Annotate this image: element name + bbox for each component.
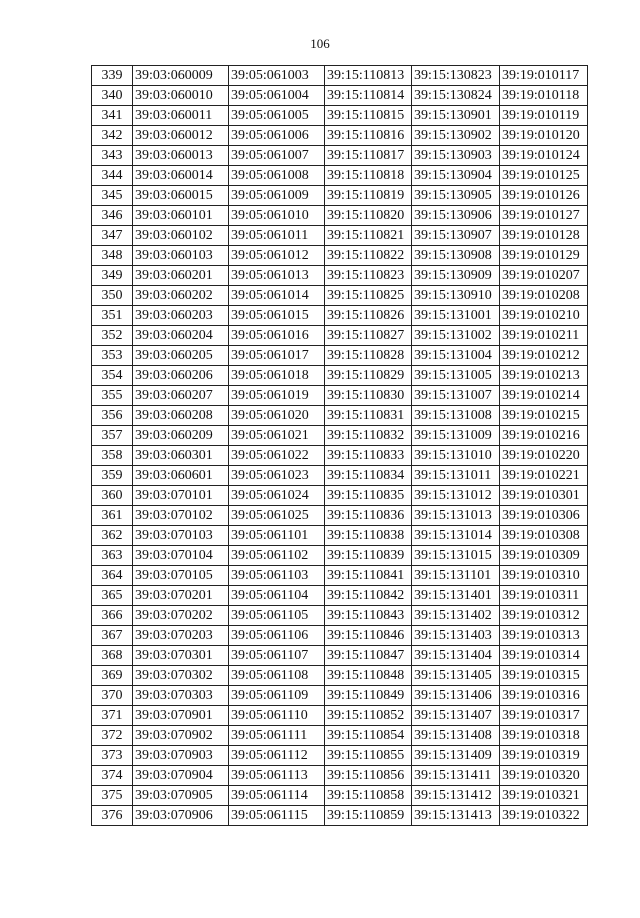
code-cell-2: 39:05:061111 [229,726,325,746]
code-cell-5: 39:19:010117 [500,66,588,86]
table-row [92,446,588,466]
table-row [92,706,588,726]
code-cell-1: 39:03:070201 [133,586,229,606]
code-cell-4: 39:15:131007 [412,386,500,406]
code-cell-1: 39:03:070202 [133,606,229,626]
code-cell-5: 39:19:010301 [500,486,588,506]
table-row [92,266,588,286]
code-cell-3: 39:15:110834 [325,466,412,486]
code-cell-5: 39:19:010322 [500,806,588,826]
code-cell-3: 39:15:110838 [325,526,412,546]
table-row [92,686,588,706]
table-row [92,506,588,526]
code-cell-4: 39:15:130902 [412,126,500,146]
code-cell-3: 39:15:110814 [325,86,412,106]
code-cell-1: 39:03:060301 [133,446,229,466]
code-cell-3: 39:15:110819 [325,186,412,206]
table-row [92,326,588,346]
code-cell-3: 39:15:110859 [325,806,412,826]
row-number-cell: 341 [92,106,133,126]
table-row [92,106,588,126]
code-cell-4: 39:15:131403 [412,626,500,646]
code-cell-3: 39:15:110825 [325,286,412,306]
row-number-cell: 347 [92,226,133,246]
table-row [92,786,588,806]
table-row [92,166,588,186]
code-cell-5: 39:19:010311 [500,586,588,606]
code-cell-2: 39:05:061106 [229,626,325,646]
code-cell-2: 39:05:061007 [229,146,325,166]
code-cell-5: 39:19:010308 [500,526,588,546]
code-cell-1: 39:03:070101 [133,486,229,506]
table-row [92,746,588,766]
table-row [92,186,588,206]
code-cell-3: 39:15:110821 [325,226,412,246]
code-cell-3: 39:15:110843 [325,606,412,626]
code-cell-5: 39:19:010212 [500,346,588,366]
code-cell-2: 39:05:061107 [229,646,325,666]
row-number-cell: 367 [92,626,133,646]
code-cell-3: 39:15:110855 [325,746,412,766]
code-cell-1: 39:03:070104 [133,546,229,566]
code-cell-3: 39:15:110829 [325,366,412,386]
code-cell-4: 39:15:131401 [412,586,500,606]
code-cell-4: 39:15:131411 [412,766,500,786]
code-cell-4: 39:15:131402 [412,606,500,626]
table-row [92,286,588,306]
code-cell-1: 39:03:060203 [133,306,229,326]
code-cell-4: 39:15:131011 [412,466,500,486]
code-cell-5: 39:19:010211 [500,326,588,346]
row-number-cell: 352 [92,326,133,346]
code-cell-3: 39:15:110830 [325,386,412,406]
table-row [92,606,588,626]
row-number-cell: 373 [92,746,133,766]
code-cell-2: 39:05:061108 [229,666,325,686]
code-cell-1: 39:03:060204 [133,326,229,346]
code-cell-2: 39:05:061021 [229,426,325,446]
code-cell-2: 39:05:061015 [229,306,325,326]
row-number-cell: 354 [92,366,133,386]
code-cell-5: 39:19:010208 [500,286,588,306]
code-cell-3: 39:15:110858 [325,786,412,806]
code-cell-4: 39:15:130909 [412,266,500,286]
code-cell-3: 39:15:110849 [325,686,412,706]
code-cell-2: 39:05:061023 [229,466,325,486]
code-cell-1: 39:03:060209 [133,426,229,446]
table-row [92,366,588,386]
code-cell-1: 39:03:070203 [133,626,229,646]
row-number-cell: 376 [92,806,133,826]
code-cell-2: 39:05:061012 [229,246,325,266]
table-row [92,726,588,746]
table-row [92,666,588,686]
code-cell-3: 39:15:110848 [325,666,412,686]
cadastral-table-container [91,65,587,826]
code-cell-2: 39:05:061006 [229,126,325,146]
row-number-cell: 371 [92,706,133,726]
code-cell-1: 39:03:070303 [133,686,229,706]
code-cell-5: 39:19:010216 [500,426,588,446]
row-number-cell: 365 [92,586,133,606]
code-cell-3: 39:15:110818 [325,166,412,186]
code-cell-1: 39:03:070301 [133,646,229,666]
code-cell-5: 39:19:010120 [500,126,588,146]
code-cell-2: 39:05:061009 [229,186,325,206]
code-cell-5: 39:19:010207 [500,266,588,286]
code-cell-5: 39:19:010312 [500,606,588,626]
code-cell-1: 39:03:060208 [133,406,229,426]
code-cell-2: 39:05:061003 [229,66,325,86]
code-cell-4: 39:15:131012 [412,486,500,506]
table-row [92,306,588,326]
code-cell-1: 39:03:060011 [133,106,229,126]
code-cell-5: 39:19:010313 [500,626,588,646]
code-cell-1: 39:03:060202 [133,286,229,306]
code-cell-5: 39:19:010215 [500,406,588,426]
code-cell-2: 39:05:061016 [229,326,325,346]
code-cell-3: 39:15:110827 [325,326,412,346]
row-number-cell: 340 [92,86,133,106]
table-row [92,226,588,246]
code-cell-2: 39:05:061019 [229,386,325,406]
code-cell-1: 39:03:060012 [133,126,229,146]
row-number-cell: 349 [92,266,133,286]
row-number-cell: 369 [92,666,133,686]
code-cell-1: 39:03:060601 [133,466,229,486]
code-cell-2: 39:05:061104 [229,586,325,606]
code-cell-4: 39:15:131404 [412,646,500,666]
code-cell-4: 39:15:131005 [412,366,500,386]
code-cell-5: 39:19:010317 [500,706,588,726]
code-cell-4: 39:15:130908 [412,246,500,266]
code-cell-4: 39:15:131001 [412,306,500,326]
code-cell-2: 39:05:061102 [229,546,325,566]
code-cell-1: 39:03:060009 [133,66,229,86]
code-cell-1: 39:03:070903 [133,746,229,766]
code-cell-5: 39:19:010310 [500,566,588,586]
code-cell-1: 39:03:060101 [133,206,229,226]
code-cell-1: 39:03:060205 [133,346,229,366]
code-cell-3: 39:15:110832 [325,426,412,446]
code-cell-4: 39:15:131406 [412,686,500,706]
code-cell-4: 39:15:131101 [412,566,500,586]
code-cell-3: 39:15:110817 [325,146,412,166]
code-cell-4: 39:15:131004 [412,346,500,366]
code-cell-1: 39:03:060013 [133,146,229,166]
row-number-cell: 364 [92,566,133,586]
row-number-cell: 356 [92,406,133,426]
code-cell-5: 39:19:010319 [500,746,588,766]
row-number-cell: 350 [92,286,133,306]
code-cell-3: 39:15:110852 [325,706,412,726]
row-number-cell: 366 [92,606,133,626]
row-number-cell: 375 [92,786,133,806]
code-cell-1: 39:03:070901 [133,706,229,726]
code-cell-2: 39:05:061008 [229,166,325,186]
code-cell-4: 39:15:131013 [412,506,500,526]
code-cell-4: 39:15:130906 [412,206,500,226]
code-cell-3: 39:15:110836 [325,506,412,526]
code-cell-3: 39:15:110841 [325,566,412,586]
table-row [92,346,588,366]
table-row [92,626,588,646]
code-cell-5: 39:19:010213 [500,366,588,386]
code-cell-2: 39:05:061103 [229,566,325,586]
code-cell-1: 39:03:060103 [133,246,229,266]
code-cell-4: 39:15:130907 [412,226,500,246]
code-cell-3: 39:15:110813 [325,66,412,86]
row-number-cell: 362 [92,526,133,546]
code-cell-5: 39:19:010221 [500,466,588,486]
table-row [92,806,588,826]
code-cell-4: 39:15:131015 [412,546,500,566]
code-cell-5: 39:19:010125 [500,166,588,186]
code-cell-2: 39:05:061005 [229,106,325,126]
code-cell-4: 39:15:130910 [412,286,500,306]
row-number-cell: 346 [92,206,133,226]
row-number-cell: 348 [92,246,133,266]
code-cell-1: 39:03:060102 [133,226,229,246]
code-cell-4: 39:15:131409 [412,746,500,766]
row-number-cell: 344 [92,166,133,186]
code-cell-4: 39:15:130905 [412,186,500,206]
code-cell-5: 39:19:010214 [500,386,588,406]
code-cell-3: 39:15:110847 [325,646,412,666]
code-cell-1: 39:03:070902 [133,726,229,746]
table-row [92,406,588,426]
code-cell-2: 39:05:061013 [229,266,325,286]
table-row [92,526,588,546]
row-number-cell: 357 [92,426,133,446]
row-number-cell: 339 [92,66,133,86]
code-cell-4: 39:15:130904 [412,166,500,186]
code-cell-4: 39:15:130823 [412,66,500,86]
row-number-cell: 361 [92,506,133,526]
code-cell-3: 39:15:110842 [325,586,412,606]
code-cell-4: 39:15:130824 [412,86,500,106]
code-cell-5: 39:19:010124 [500,146,588,166]
row-number-cell: 360 [92,486,133,506]
code-cell-2: 39:05:061020 [229,406,325,426]
code-cell-4: 39:15:131405 [412,666,500,686]
code-cell-2: 39:05:061105 [229,606,325,626]
code-cell-2: 39:05:061011 [229,226,325,246]
code-cell-4: 39:15:130901 [412,106,500,126]
code-cell-4: 39:15:131010 [412,446,500,466]
table-row [92,566,588,586]
row-number-cell: 374 [92,766,133,786]
row-number-cell: 351 [92,306,133,326]
code-cell-1: 39:03:070906 [133,806,229,826]
code-cell-3: 39:15:110826 [325,306,412,326]
table-body [92,66,588,826]
cadastral-table [91,65,588,826]
code-cell-4: 39:15:131407 [412,706,500,726]
code-cell-3: 39:15:110823 [325,266,412,286]
table-row [92,246,588,266]
table-row [92,206,588,226]
page-number: 106 [310,36,330,51]
code-cell-4: 39:15:131009 [412,426,500,446]
code-cell-3: 39:15:110822 [325,246,412,266]
table-row [92,66,588,86]
code-cell-2: 39:05:061017 [229,346,325,366]
table-row [92,486,588,506]
code-cell-2: 39:05:061024 [229,486,325,506]
code-cell-1: 39:03:070102 [133,506,229,526]
table-row [92,386,588,406]
code-cell-4: 39:15:131014 [412,526,500,546]
table-row [92,766,588,786]
code-cell-2: 39:05:061113 [229,766,325,786]
code-cell-1: 39:03:070905 [133,786,229,806]
code-cell-5: 39:19:010306 [500,506,588,526]
code-cell-1: 39:03:070105 [133,566,229,586]
table-row [92,546,588,566]
code-cell-1: 39:03:060015 [133,186,229,206]
code-cell-3: 39:15:110854 [325,726,412,746]
code-cell-3: 39:15:110835 [325,486,412,506]
code-cell-5: 39:19:010315 [500,666,588,686]
code-cell-3: 39:15:110816 [325,126,412,146]
code-cell-3: 39:15:110815 [325,106,412,126]
table-row [92,466,588,486]
code-cell-3: 39:15:110828 [325,346,412,366]
code-cell-3: 39:15:110839 [325,546,412,566]
code-cell-4: 39:15:131412 [412,786,500,806]
code-cell-4: 39:15:130903 [412,146,500,166]
row-number-cell: 343 [92,146,133,166]
code-cell-2: 39:05:061018 [229,366,325,386]
code-cell-2: 39:05:061014 [229,286,325,306]
code-cell-3: 39:15:110820 [325,206,412,226]
code-cell-1: 39:03:070904 [133,766,229,786]
table-row [92,426,588,446]
code-cell-1: 39:03:060010 [133,86,229,106]
code-cell-2: 39:05:061101 [229,526,325,546]
row-number-cell: 355 [92,386,133,406]
code-cell-2: 39:05:061114 [229,786,325,806]
code-cell-1: 39:03:060014 [133,166,229,186]
code-cell-2: 39:05:061022 [229,446,325,466]
code-cell-5: 39:19:010126 [500,186,588,206]
row-number-cell: 370 [92,686,133,706]
row-number-cell: 342 [92,126,133,146]
code-cell-2: 39:05:061110 [229,706,325,726]
code-cell-4: 39:15:131413 [412,806,500,826]
code-cell-5: 39:19:010119 [500,106,588,126]
code-cell-3: 39:15:110846 [325,626,412,646]
code-cell-5: 39:19:010320 [500,766,588,786]
code-cell-5: 39:19:010220 [500,446,588,466]
row-number-cell: 363 [92,546,133,566]
table-row [92,146,588,166]
code-cell-1: 39:03:060201 [133,266,229,286]
row-number-cell: 359 [92,466,133,486]
code-cell-5: 39:19:010128 [500,226,588,246]
table-row [92,586,588,606]
table-row [92,86,588,106]
code-cell-1: 39:03:070302 [133,666,229,686]
code-cell-1: 39:03:060207 [133,386,229,406]
row-number-cell: 372 [92,726,133,746]
code-cell-5: 39:19:010316 [500,686,588,706]
code-cell-2: 39:05:061010 [229,206,325,226]
code-cell-5: 39:19:010314 [500,646,588,666]
row-number-cell: 358 [92,446,133,466]
code-cell-5: 39:19:010318 [500,726,588,746]
code-cell-1: 39:03:060206 [133,366,229,386]
code-cell-1: 39:03:070103 [133,526,229,546]
row-number-cell: 368 [92,646,133,666]
code-cell-3: 39:15:110833 [325,446,412,466]
row-number-cell: 353 [92,346,133,366]
code-cell-3: 39:15:110856 [325,766,412,786]
row-number-cell: 345 [92,186,133,206]
code-cell-4: 39:15:131002 [412,326,500,346]
code-cell-2: 39:05:061025 [229,506,325,526]
code-cell-5: 39:19:010210 [500,306,588,326]
code-cell-4: 39:15:131008 [412,406,500,426]
code-cell-2: 39:05:061004 [229,86,325,106]
code-cell-5: 39:19:010118 [500,86,588,106]
code-cell-5: 39:19:010309 [500,546,588,566]
table-row [92,126,588,146]
code-cell-2: 39:05:061109 [229,686,325,706]
code-cell-3: 39:15:110831 [325,406,412,426]
table-row [92,646,588,666]
code-cell-5: 39:19:010129 [500,246,588,266]
code-cell-2: 39:05:061115 [229,806,325,826]
code-cell-2: 39:05:061112 [229,746,325,766]
code-cell-5: 39:19:010127 [500,206,588,226]
code-cell-5: 39:19:010321 [500,786,588,806]
code-cell-4: 39:15:131408 [412,726,500,746]
